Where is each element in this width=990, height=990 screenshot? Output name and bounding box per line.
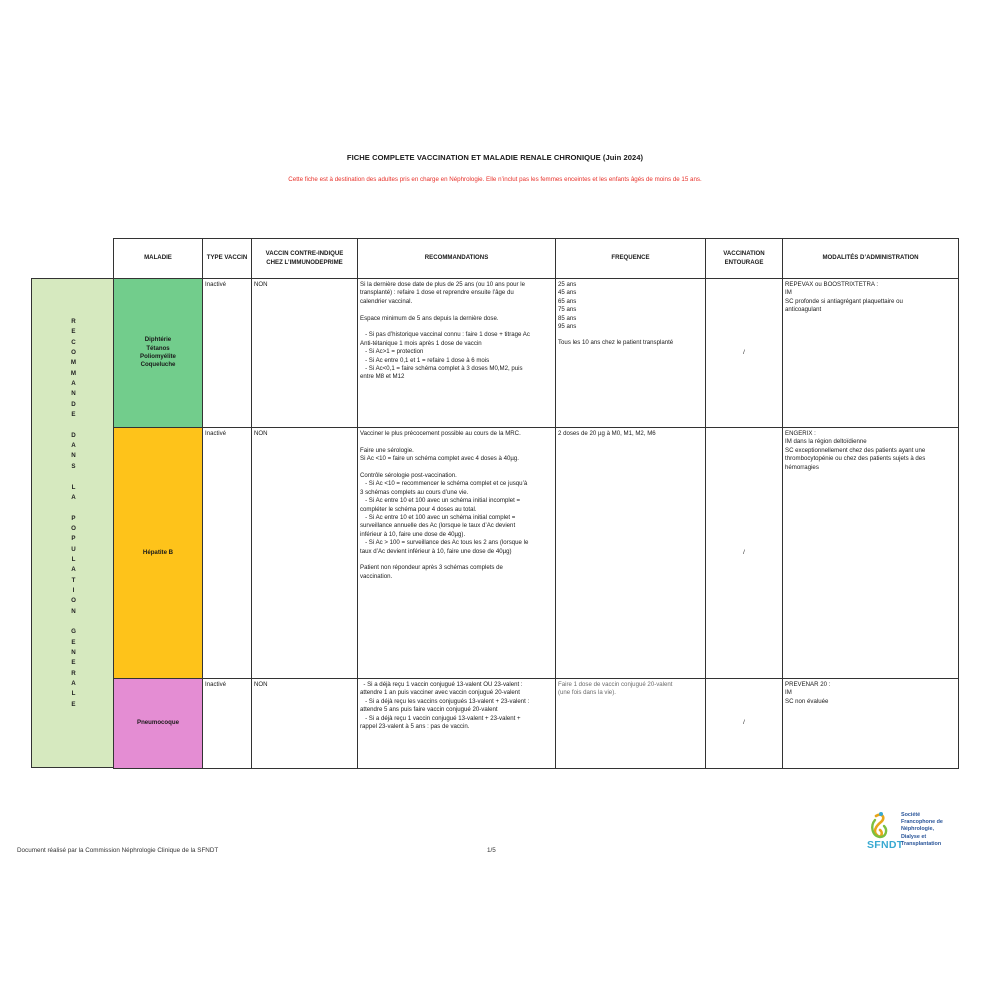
recommendation-cell-line: - Si a déjà reçu 1 vaccin conjugué 13-valent + 23-valent + [360,714,521,722]
frequency-cell-line: (une fois dans la vie). [558,689,616,697]
administration-cell [783,679,959,769]
side-label-letter: R [71,318,76,325]
frequency-cell [556,428,706,679]
header-maladie: MALADIE [114,239,203,279]
logo-tagline [901,812,967,848]
recommendation-cell-line [360,306,553,314]
side-label-letter: T [71,576,76,584]
frequency-cell-line: 25 ans [558,281,577,288]
logo-tagline-line: Francophone de [901,819,943,826]
side-label-letter: M [70,369,77,377]
recommendation-cell-line: surveillance annuelle des Ac (lorsque le taux d’Ac devient [360,522,516,530]
header-modalites: MODALITÉS D’ADMINISTRATION [783,239,959,279]
document-title: FICHE COMPLETE VACCINATION ET MALADIE RENALE CHRONIQUE (Juin 2024) [346,153,644,162]
side-label-letter: S [71,462,76,470]
recommendation-cell-line: Patient non répondeur après 3 schémas complets de [360,564,503,572]
side-band [31,278,114,768]
header-entourage: VACCINATION ENTOURAGE [706,239,783,279]
logo-tagline-line: Dialyse et [901,833,927,840]
page-number: 1/5 [487,847,496,854]
logo-wordmark: SFNDT [867,839,904,851]
contraindication-cell: NON [252,679,358,769]
frequency-cell-line: 75 ans [558,306,577,314]
side-label-letter: N [71,452,76,460]
side-label-letter [32,472,115,482]
recommendation-cell-line: - Si a déjà reçu 1 vaccin conjugué 13-valent OU 23-valent : [360,681,523,688]
recommendation-cell-line [360,464,553,472]
side-label-letter: D [71,400,76,408]
entourage-cell: / [706,279,783,428]
recommendation-cell-line: 3 schémas complets au cours d’une vie. [360,488,469,496]
side-label-letter: E [71,638,76,646]
side-label-letter: O [71,349,76,357]
recommendation-cell-line: attendre 1 an puis vacciner avec vaccin conjugué 20-valent [360,689,520,697]
logo-tagline-line: Transplantation [901,840,942,847]
side-label-letter [32,420,115,430]
side-label-letter: N [71,390,76,398]
side-label-letter: A [71,566,76,574]
administration-cell-line: ENGERIX : [785,430,816,437]
table-header-row [114,239,959,279]
recommendation-cell-line: calendrier vaccinal. [360,297,413,305]
side-label-letter: I [72,586,75,594]
recommendation-cell-line: - Si Ac <10 = recommencer le schéma complet et ce jusqu’à [360,480,528,488]
disease-cell-line: Hépatite B [142,548,174,556]
frequency-cell [556,279,706,428]
recommendation-cell-line: vaccination. [360,572,393,580]
header-frequence: FREQUENCE [556,239,706,279]
table-row [114,428,959,679]
disease-cell-line: Coqueluche [140,361,176,369]
side-label-letter: A [71,680,76,688]
header-type: TYPE VACCIN [203,239,252,279]
logo-tagline-line: Société [901,812,921,818]
recommendation-cell-line: - Si pas d’historique vaccinal connu : faire 1 dose + titrage Ac [360,331,530,339]
entourage-cell: / [706,679,783,769]
administration-cell-line: SC profonde si antiagrégant plaquettaire ou [785,297,903,305]
recommendation-cell-line: rappel 23-valent à 5 ans : pas de vaccin. [360,723,470,731]
administration-cell-line: hémorragies [785,463,819,471]
frequency-cell-line: Tous les 10 ans chez le patient transplanté [558,339,674,347]
recommendation-cell-line: Espace minimum de 5 ans depuis la dernière dose. [360,314,499,322]
side-label-letter: E [71,700,76,708]
recommendation-cell-line: Si Ac <10 = faire un schéma complet avec 4 doses à 40µg. [360,455,519,463]
recommendation-cell [358,279,556,428]
side-label-letter: A [71,442,76,450]
frequency-cell [556,679,706,769]
frequency-cell-line: 2 doses de 20 µg à M0, M1, M2, M6 [558,430,656,437]
recommendation-cell-line: - Si Ac<0,1 = faire schéma complet à 3 doses M0,M2, puis [360,365,523,373]
recommendation-cell-line: - Si Ac entre 10 et 100 avec un schéma initial incomplet = [360,497,521,505]
side-label-letter: O [71,597,76,605]
side-label [32,317,115,710]
side-label-letter: P [71,514,76,522]
side-label-letter: R [71,669,76,677]
disease-cell-line: Tétanos [146,344,170,352]
side-label-letter [32,503,115,513]
side-label-letter: N [71,607,76,615]
side-label-letter: L [71,690,76,698]
administration-cell-line: anticoagulant [785,306,822,314]
frequency-cell-line: Faire 1 dose de vaccin conjugué 20-valent [558,681,673,688]
document-subtitle: Cette fiche est à destination des adultes pris en charge en Néphrologie. Elle n’inclut pas les femmes enceintes et les enfants âgés de moins de 15 ans. [288,176,702,183]
recommendation-cell-line: - Si Ac>1 = protection [360,348,424,356]
recommendation-cell-line: taux d’Ac devient inférieur à 10, faire une dose de 40µg) [360,547,512,555]
side-label-letter: O [71,524,76,532]
side-label-letter: G [71,628,76,636]
recommendation-cell-line [360,323,553,331]
disease-cell-line: Poliomyélite [140,353,176,360]
recommendation-cell-line: Contrôle sérologie post-vaccination. [360,472,457,479]
disease-cell [114,279,203,428]
recommendation-cell-line: Faire une sérologie. [360,446,414,454]
administration-cell-line: IM [785,689,792,697]
recommendation-cell [358,679,556,769]
contraindication-cell: NON [252,428,358,679]
recommendation-cell-line: compléter le schéma pour 4 doses au total. [360,505,477,513]
disease-cell [114,679,203,769]
side-label-letter: P [71,535,76,543]
side-label-letter: A [71,493,76,501]
administration-cell [783,428,959,679]
recommendation-cell-line: transplanté) : refaire 1 dose et reprendre ensuite l’âge du [360,289,514,297]
recommendation-cell-line: - Si Ac entre 10 et 100 avec un schéma initial complet = [360,514,516,522]
administration-cell-line: REPEVAX ou BOOSTRIXTETRA : [785,281,879,288]
administration-cell-line: SC exceptionnellement chez des patients ayant une [785,446,926,454]
side-label-letter: L [71,555,76,563]
side-label-letter: D [71,431,76,439]
recommendation-cell-line: - Si Ac > 100 = surveillance des Ac tous les 2 ans (lorsque le [360,539,529,547]
vaccine-type-cell: Inactivé [203,679,252,769]
recommendation-cell-line: - Si a déjà reçu les vaccins conjugués 13-valent + 23-valent : [360,697,530,705]
header-contre-indique: VACCIN CONTRE-INDIQUE CHEZ L’IMMUNODEPRIME [252,239,358,279]
vaccination-table [113,238,959,769]
frequency-cell-line: 85 ans [558,314,577,322]
recommendation-cell-line: Vacciner le plus précocement possible au cours de la MRC. [360,430,521,437]
table-row [114,279,959,428]
recommendation-cell-line: attendre 5 ans puis faire vaccin conjugué 20-valent [360,706,498,714]
side-label-letter: L [71,483,76,491]
side-label-letter: M [70,359,77,367]
recommendation-cell-line: entre M8 et M12 [360,373,405,381]
side-label-letter: E [71,659,76,667]
side-label-letter [32,617,115,627]
side-label-letter: U [71,545,76,553]
footer-credit: Document réalisé par la Commission Néphrologie Clinique de la SFNDT [17,847,219,854]
administration-cell-line: SC non évaluée [785,697,829,705]
administration-cell-line: PREVENAR 20 : [785,681,831,688]
frequency-cell-line: 95 ans [558,323,577,331]
side-label-letter: N [71,649,76,656]
vaccine-type-cell: Inactivé [203,428,252,679]
recommendation-cell-line: inférieur à 10, faire une dose de 40µg). [360,530,466,538]
vaccine-type-cell: Inactivé [203,279,252,428]
frequency-cell-line: 65 ans [558,297,577,305]
logo-tagline-line: Néphrologie, [901,826,934,833]
administration-cell-line: thrombocytopénie ou chez des patients sujets à des [785,455,926,463]
sfndt-logo [866,810,966,854]
recommendation-cell-line [360,438,553,446]
entourage-cell: / [706,428,783,679]
recommendation-cell-line: Si la dernière dose date de plus de 25 ans (ou 10 ans pour le [360,281,525,288]
side-label-letter: E [71,411,76,419]
recommendation-cell-line: - Si Ac entre 0,1 et 1 = refaire 1 dose à 6 mois [360,356,490,364]
recommendation-cell [358,428,556,679]
recommendation-cell-line [360,556,553,564]
disease-cell [114,428,203,679]
administration-cell-line: IM dans la région deltoïdienne [785,438,867,446]
contraindication-cell: NON [252,279,358,428]
table-row [114,679,959,769]
administration-cell-line: IM [785,289,792,297]
administration-cell [783,279,959,428]
header-recommandations: RECOMMANDATIONS [358,239,556,279]
side-label-letter: A [71,380,76,388]
disease-cell-line: Pneumocoque [137,719,179,727]
side-label-letter: C [71,338,76,346]
frequency-cell-line: 45 ans [558,289,577,297]
side-label-letter: E [71,328,76,336]
disease-cell-line: Diphtérie [144,336,172,344]
recommendation-cell-line: Anti-tétanique 1 mois après 1 dose de vaccin [360,339,482,347]
